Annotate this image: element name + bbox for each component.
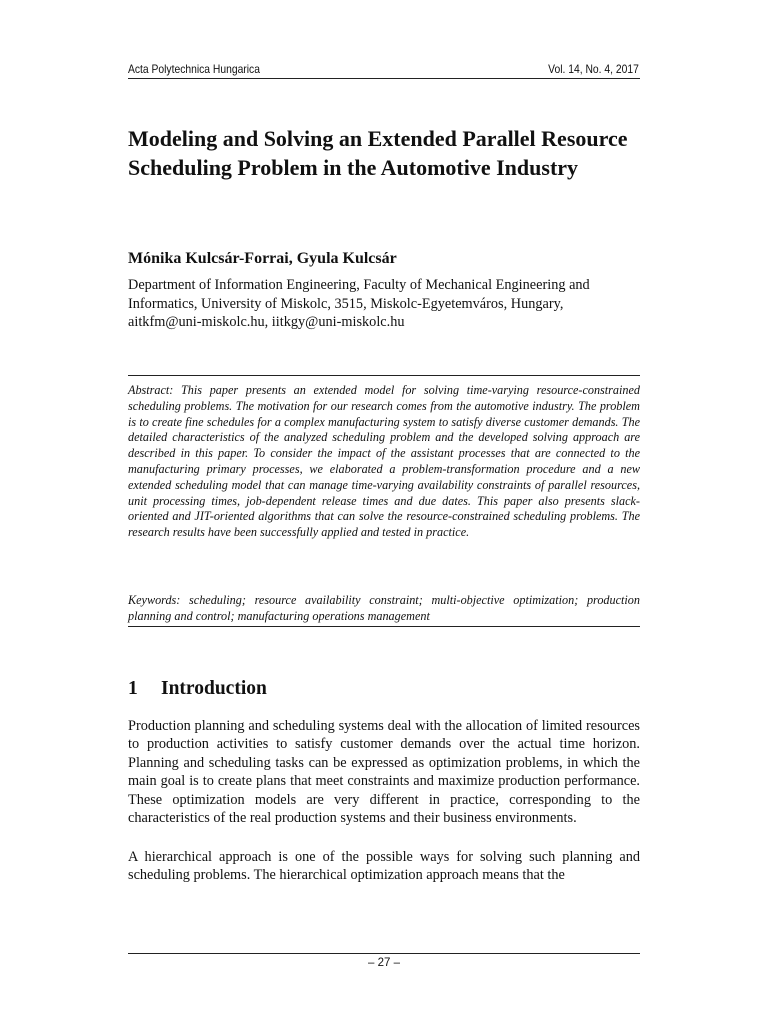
running-header [128,62,639,76]
page-number: – 27 – [368,957,400,969]
paper-title: Modeling and Solving an Extended Parallel Resource Scheduling Problem in the Automotive Industry [128,126,628,180]
section-heading [128,677,267,701]
abstract-rule-top [128,375,640,376]
keywords: Keywords: scheduling; resource availability constraint; multi-objective optimization; production planning and control; manufacturing operations management [128,593,640,623]
abstract-rule-bottom [128,626,640,627]
authors: Mónika Kulcsár-Forrai, Gyula Kulcsár [128,250,397,267]
affiliation-line: Department of Information Engineering, Faculty of Mechanical Engineering and [128,277,590,293]
author-emails: aitkfm@uni-miskolc.hu, iitkgy@uni-miskolc.hu [128,314,405,330]
body-paragraph: A hierarchical approach is one of the possible ways for solving such planning and scheduling problems. The hierarchical optimization approach means that the [128,849,640,884]
section-title: Introduction [161,678,267,699]
body-paragraph: Production planning and scheduling systems deal with the allocation of limited resources to production activities to satisfy customer demands over the actual time horizon. Planning and scheduling tasks can be expressed as optimization problems, in which the main goal is to create plans that meet constraints and maximize production performance. These optimization models are very different in practice, corresponding to the characteristics of the real production systems and their business environments. [128,718,640,827]
abstract: Abstract: This paper presents an extended model for solving time-varying resource-constrained scheduling problems. The motivation for our research comes from the automotive industry. The problem is to create fine schedules for a complex manufacturing system to satisfy diverse customer demands. The detailed characteristics of the analyzed scheduling problem and the developed solving approach are described in this paper. To consider the impact of the assistant processes that are connected to the manufacturing primary processes, we elaborated a problem-transformation procedure and a new extended scheduling model that can manage time-varying availability constraints of parallel resources, unit processing times, job-dependent release times and due dates. This paper also presents slack-oriented and JIT-oriented algorithms that can solve the resource-constrained scheduling problems. The research results have been successfully applied and tested in practice. [128,383,640,540]
affiliation [128,276,648,332]
volume-issue: Vol. 14, No. 4, 2017 [548,62,639,76]
affiliation-line: Informatics, University of Miskolc, 3515, Miskolc-Egyetemváros, Hungary, [128,295,564,312]
section-number: 1 [128,678,138,699]
footer-rule [128,953,640,954]
header-rule [128,78,640,79]
journal-name: Acta Polytechnica Hungarica [128,62,260,76]
